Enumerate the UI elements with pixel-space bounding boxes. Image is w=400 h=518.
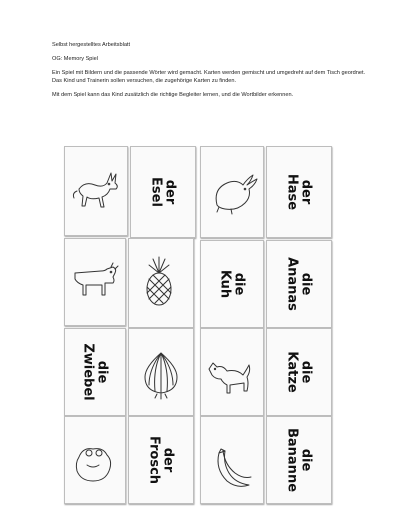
card-cat-picture[interactable] bbox=[200, 328, 264, 416]
instructions-paragraph: Ein Spiel mit Bildern und die passende Wörter wird gemacht. Karten werden gemischt und umgedreht auf dem Tisch geordnet. Das Kind und Trainerin sollen versuchen, die zugehörige Karten zu finden. bbox=[52, 70, 366, 84]
rabbit-icon bbox=[201, 147, 263, 237]
frog-icon bbox=[65, 417, 125, 503]
card-zwiebel-word[interactable] bbox=[64, 328, 126, 416]
card-bananne-word[interactable] bbox=[266, 416, 332, 504]
card-word: der Frosch bbox=[147, 435, 176, 485]
card-hase-word[interactable] bbox=[266, 146, 332, 238]
card-word: die Zwiebel bbox=[81, 343, 110, 401]
card-ananas-word[interactable] bbox=[266, 240, 332, 328]
card-banana-picture[interactable] bbox=[200, 416, 264, 504]
learning-goal-paragraph: Mit dem Spiel kann das Kind zusätzlich die richtige Begleiter lernen, und die Wortbilder erkennen. bbox=[52, 91, 294, 98]
worksheet-subject: OG: Memory Spiel bbox=[52, 56, 99, 63]
card-kuh-word[interactable] bbox=[200, 240, 264, 328]
card-esel-word[interactable] bbox=[130, 146, 196, 238]
card-frosch-word[interactable] bbox=[128, 416, 194, 504]
card-word: der Esel bbox=[149, 177, 178, 207]
cat-icon bbox=[201, 329, 263, 415]
memory-card-grid bbox=[60, 144, 332, 502]
card-word: der Hase bbox=[285, 173, 314, 211]
card-onion-picture[interactable] bbox=[128, 328, 194, 416]
card-rabbit-picture[interactable] bbox=[200, 146, 264, 238]
donkey-icon bbox=[65, 147, 127, 235]
worksheet-text bbox=[52, 42, 372, 106]
card-katze-word[interactable] bbox=[266, 328, 332, 416]
card-word: die Kuh bbox=[218, 269, 247, 299]
card-frog-picture[interactable] bbox=[64, 416, 126, 504]
card-donkey-picture[interactable] bbox=[64, 146, 128, 236]
worksheet-title: Selbst hergestelltes Arbeitsblatt bbox=[52, 42, 131, 48]
card-pineapple-picture[interactable] bbox=[128, 238, 194, 328]
cow-icon bbox=[65, 239, 125, 325]
onion-icon bbox=[129, 329, 193, 415]
card-word: die Bananne bbox=[285, 427, 314, 493]
banana-icon bbox=[201, 417, 263, 503]
card-word: die Ananas bbox=[285, 257, 314, 311]
pineapple-icon bbox=[129, 239, 193, 327]
card-cow-picture[interactable] bbox=[64, 238, 126, 326]
card-word: die Katze bbox=[285, 351, 314, 393]
